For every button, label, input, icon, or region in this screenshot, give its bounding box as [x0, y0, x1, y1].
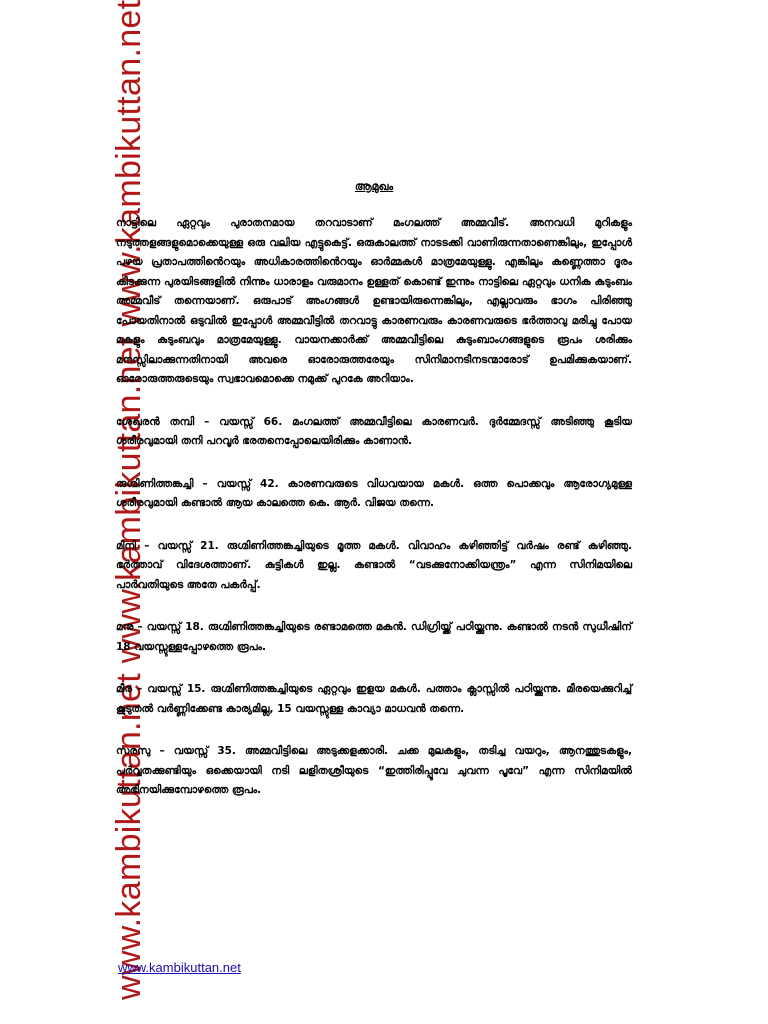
document-title: ആമുഖം — [354, 180, 394, 193]
footer-website-link[interactable]: www.kambikuttan.net — [118, 960, 241, 975]
character-paragraph-manu: മനു – വയസ്സ് 18. രുഗ്മിണിത്തങ്കച്ചിയുടെ രണ്ടാമത്തെ മകൻ. ഡിഗ്രിയ്ക്ക് പഠിയ്ക്കുന്നു. കണ്ടാൽ നടൻ സുധീഷിന് 18 വയസ്സുള്ളപ്പോഴത്തെ രൂപം. — [116, 621, 632, 653]
character-paragraph-meera: മീര – വയസ്സ് 15. രുഗ്മിണിത്തങ്കച്ചിയുടെ ഏറ്റവും ഇളയ മകൾ. പത്താം ക്ലാസ്സിൽ പഠിയ്ക്കുന്നു. മീരയെക്കുറിച്ച് കൂടുതൽ വർണ്ണിക്കേണ്ട കാര്യമില്ല, 15 വയസ്സുള്ള കാവ്യാ മാധവൻ തന്നെ. — [116, 683, 632, 715]
side-watermark: www.kambikuttan.net www.kambikuttan.net www.kambikuttan.net — [110, 0, 148, 1000]
document-body — [116, 180, 632, 824]
character-paragraph-mini: മിനി – വയസ്സ് 21. രുഗ്മിണിത്തങ്കച്ചിയുടെ മൂത്ത മകൾ. വിവാഹം കഴിഞ്ഞിട്ട് വർഷം രണ്ട് കഴിഞ്ഞു. ഭർത്താവ് വിദേശത്താണ്. കുട്ടികൾ ഇല്ല. കണ്ടാൽ “വടക്കുനോക്കിയന്ത്രം” എന്ന സിനിമയിലെ പാർവതിയുടെ അതേ പകർപ്പ്. — [116, 539, 632, 591]
character-paragraph-rukmini: രുഗ്മിണിത്തങ്കച്ചി – വയസ്സ് 42. കാരണവരുടെ വിധവയായ മകൾ. ഒത്ത പൊക്കവും ആരോഗ്യമുള്ള ശരീരവുമായി കണ്ടാൽ ആയ കാലത്തെ കെ. ആർ. വിജയ തന്നെ. — [116, 477, 632, 509]
intro-paragraph: നാട്ടിലെ ഏറ്റവും പുരാതനമായ തറവാടാണ് മംഗലത്ത് അമ്മവീട്. അനവധി മുറികളും നടുത്തളങ്ങളുമൊക്കെയുള്ള ഒരു വലിയ എട്ടുകെട്ട്. ഒരുകാലത്ത് നാടടക്കി വാണിരുന്നതാണെങ്കിലും, ഇപ്പോൾ പഴയ പ്രതാപത്തിൻെറയും അധികാരത്തിൻെറയും ഓർമ്മകൾ മാത്രമേയുള്ളു. എങ്കിലും കണ്ണെത്താ ദൂരം കിടക്കുന്ന പുരയിടങ്ങളിൽ നിന്നും ധാരാളം വരുമാനം ഉള്ളത് കൊണ്ട് ഇന്നും നാട്ടിലെ ഏറ്റവും ധനിക കുടുംബം അമ്മവീട് തന്നെയാണ്. ഒരുപാട് അംഗങ്ങൾ ഉണ്ടായിരുന്നെങ്കിലും, എല്ലാവരും ഭാഗം പിരിഞ്ഞു പോയതിനാൽ ഒടുവിൽ ഇപ്പോൾ അമ്മവീട്ടിൽ തറവാട്ടു കാരണവരും കാരണവരുടെ ഭർത്താവു മരിച്ചു പോയ മകളും കുടുംബവും മാത്രമേയുള്ളു. വായനക്കാർക്ക് അമ്മവീട്ടിലെ കുടുംബാംഗങ്ങളുടെ രൂപം ശരിക്കും മനസ്സിലാക്കുന്നതിനായി അവരെ ഓരോരുത്തരേയും സിനിമാനടീനടന്മാരോട് ഉപമിക്കുകയാണ്. ഓരോരുത്തരുടെയും സ്വഭാവമൊക്കെ നമുക്ക് പുറകേ അറിയാം. — [116, 217, 632, 385]
character-paragraph-sekharan: ശേഖരൻ തമ്പി – വയസ്സ് 66. മംഗലത്ത് അമ്മവീട്ടിലെ കാരണവർ. ദുർമ്മേദസ്സ് അടിഞ്ഞു കൂടിയ ശരീരവുമായി തനി പറവൂർ ഭരതനെപ്പോലെയിരിക്കും കാണാൻ. — [116, 415, 632, 447]
character-paragraph-sarasu: സരസു – വയസ്സ് 35. അമ്മവീട്ടിലെ അടുക്കളക്കാരി. ചക്ക മുലകളും, തടിച്ച വയറും, ആനത്തുടകളും, പർവ്വതക്കുണ്ടിയും ഒക്കെയായി നടി ലളിതശ്രീയുടെ “ഇത്തിരിപ്പൂവേ ചുവന്ന പൂവേ” എന്ന സിനിമയിൽ അഭിനയിക്കുമ്പോഴത്തെ രൂപം. — [116, 745, 632, 796]
